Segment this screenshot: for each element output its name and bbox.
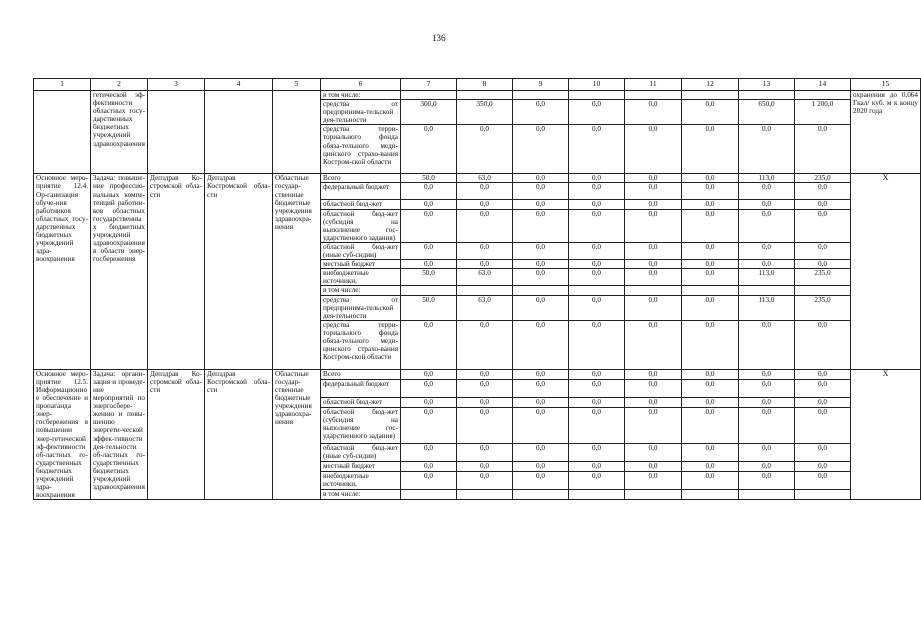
value-cell: 0,0 [739, 320, 795, 369]
value-cell: 0,0 [739, 462, 795, 472]
funding-source-label: в том числе: [321, 490, 401, 500]
value-cell: 0,0 [457, 462, 513, 472]
value-cell: 0,0 [569, 369, 625, 379]
value-cell: 0,0 [682, 125, 739, 174]
funding-source-label: Всего [321, 174, 401, 183]
value-cell: 0,0 [569, 320, 625, 369]
value-cell: 0,0 [513, 200, 569, 209]
value-cell: 0,0 [457, 242, 513, 259]
value-cell: 0,0 [569, 269, 625, 286]
column-header: 7 [401, 79, 457, 91]
value-cell: 0,0 [569, 462, 625, 472]
value-cell: 0,0 [513, 269, 569, 286]
event-12-4-c4: Депздрав Костромской обла-сти [205, 174, 273, 369]
value-cell: 0,0 [625, 397, 682, 407]
value-cell: 235,0 [795, 269, 851, 286]
value-cell: 0,0 [682, 200, 739, 209]
page-number: 136 [432, 33, 446, 43]
funding-source-label: местный бюджет [321, 260, 401, 269]
value-cell: 0,0 [457, 397, 513, 407]
value-cell: 0,0 [569, 471, 625, 490]
table-row [34, 369, 921, 379]
value-cell: 0,0 [457, 471, 513, 490]
value-cell: 0,0 [401, 397, 457, 407]
value-cell: 0,0 [795, 200, 851, 209]
value-cell: 0,0 [739, 183, 795, 200]
funding-source-label: областной бюд-жет (субсидия на выполнение гос-ударственного задания) [321, 209, 401, 242]
value-cell: 0,0 [625, 379, 682, 397]
column-header: 12 [682, 79, 739, 91]
value-cell: 0,0 [569, 397, 625, 407]
value-cell: 0,0 [739, 379, 795, 397]
value-cell: 0,0 [513, 183, 569, 200]
value-cell [401, 286, 457, 295]
value-cell: 50,0 [401, 174, 457, 183]
value-cell: 0,0 [739, 242, 795, 259]
event-12-4-c2: Задача: повыше-ние профессио-нальных компе-тенций работни-ков областных государственных бюджетных учреждений здравоохранения в области энер-госбережения [91, 174, 148, 369]
funding-source-label: в том числе: [321, 91, 401, 100]
top-block-c2: гетической эф-фективности областных госу-дарственных бюджетных учреждений здравоохранения [91, 91, 148, 174]
value-cell: 0,0 [457, 200, 513, 209]
value-cell [513, 91, 569, 100]
value-cell: 0,0 [401, 200, 457, 209]
funding-source-label: средства от предпринима-тельской дея-тельности [321, 100, 401, 125]
value-cell: 0,0 [569, 295, 625, 320]
value-cell [569, 91, 625, 100]
value-cell: 50,0 [401, 295, 457, 320]
value-cell [625, 91, 682, 100]
value-cell: 0,0 [682, 379, 739, 397]
value-cell [401, 91, 457, 100]
value-cell: 0,0 [401, 125, 457, 174]
value-cell: 0,0 [625, 295, 682, 320]
value-cell: 0,0 [682, 242, 739, 259]
value-cell: 0,0 [401, 320, 457, 369]
value-cell: 0,0 [569, 379, 625, 397]
column-header: 15 [851, 79, 921, 91]
value-cell: 0,0 [625, 471, 682, 490]
value-cell: 0,0 [795, 397, 851, 407]
value-cell: 0,0 [401, 242, 457, 259]
value-cell: 0,0 [682, 295, 739, 320]
funding-source-label: средства терри-ториального фонда обяза-тельного меди-цинского страхо-вания Костром-ской области [321, 320, 401, 369]
column-header: 6 [321, 79, 401, 91]
event-12-4-c15: Х [851, 174, 921, 369]
value-cell [513, 490, 569, 500]
value-cell: 0,0 [401, 471, 457, 490]
value-cell: 0,0 [795, 260, 851, 269]
value-cell: 0,0 [739, 209, 795, 242]
value-cell: 0,0 [513, 125, 569, 174]
value-cell: 0,0 [682, 471, 739, 490]
column-header: 5 [273, 79, 321, 91]
funding-source-label: средства терри-ториального фонда обяза-тельного меди-цинского страхо-вания Костром-ской области [321, 125, 401, 174]
event-12-5-c5: Областные государ-ственные бюджетные учреждения здравоохра-нения [273, 369, 321, 500]
column-header: 1 [34, 79, 91, 91]
funding-source-label: областной бюд-жет [321, 397, 401, 407]
value-cell: 0,0 [795, 209, 851, 242]
funding-source-label: областной бюд-жет (иные суб-сидии) [321, 242, 401, 259]
value-cell: 0,0 [739, 443, 795, 462]
value-cell: 0,0 [569, 407, 625, 443]
value-cell: 0,0 [401, 260, 457, 269]
value-cell [625, 490, 682, 500]
value-cell: 0,0 [457, 209, 513, 242]
funding-source-label: областной бюд-жет [321, 200, 401, 209]
value-cell: 350,0 [457, 100, 513, 125]
funding-source-label: внебюджетные источники, [321, 471, 401, 490]
value-cell: 0,0 [569, 174, 625, 183]
value-cell: 0,0 [513, 320, 569, 369]
funding-source-label: местный бюджет [321, 462, 401, 472]
funding-source-label: в том числе: [321, 286, 401, 295]
value-cell: 0,0 [401, 443, 457, 462]
value-cell: 0,0 [457, 369, 513, 379]
funding-source-label: федеральный бюджет [321, 183, 401, 200]
value-cell [569, 490, 625, 500]
table-row [34, 91, 921, 100]
value-cell: 0,0 [625, 320, 682, 369]
value-cell [739, 91, 795, 100]
value-cell: 650,0 [739, 100, 795, 125]
value-cell: 0,0 [739, 369, 795, 379]
value-cell: 0,0 [795, 443, 851, 462]
value-cell: 0,0 [513, 379, 569, 397]
value-cell: 0,0 [401, 369, 457, 379]
column-header-row [34, 79, 921, 91]
value-cell [513, 286, 569, 295]
value-cell: 0,0 [682, 462, 739, 472]
value-cell: 0,0 [682, 174, 739, 183]
value-cell: 0,0 [625, 260, 682, 269]
value-cell: 0,0 [682, 260, 739, 269]
value-cell: 0,0 [739, 260, 795, 269]
funding-source-label: Всего [321, 369, 401, 379]
value-cell: 0,0 [739, 200, 795, 209]
value-cell: 113,0 [739, 295, 795, 320]
value-cell: 63,0 [457, 295, 513, 320]
value-cell: 0,0 [795, 379, 851, 397]
funding-source-label: средства от предпринима-тельской дея-тельности [321, 295, 401, 320]
value-cell: 0,0 [401, 209, 457, 242]
value-cell: 0,0 [682, 443, 739, 462]
value-cell [569, 286, 625, 295]
value-cell [795, 286, 851, 295]
value-cell: 0,0 [401, 462, 457, 472]
value-cell: 0,0 [625, 174, 682, 183]
value-cell: 235,0 [795, 295, 851, 320]
program-table [33, 78, 921, 500]
value-cell: 0,0 [569, 242, 625, 259]
value-cell: 63,0 [457, 174, 513, 183]
value-cell: 0,0 [795, 183, 851, 200]
funding-source-label: областной бюд-жет (иные суб-сидии) [321, 443, 401, 462]
column-header: 3 [148, 79, 205, 91]
value-cell: 0,0 [739, 471, 795, 490]
column-header: 8 [457, 79, 513, 91]
value-cell: 0,0 [625, 242, 682, 259]
value-cell: 113,0 [739, 269, 795, 286]
value-cell: 0,0 [682, 269, 739, 286]
value-cell: 0,0 [569, 209, 625, 242]
event-12-4-c1: Основное меро-приятие 12.4. Ор-ганизация обуче-ния работников областных госу-дарственных бюджетных учреждений здра-воохранения [34, 174, 91, 369]
event-12-5-c1: Основное меро-приятие 12.5. Информационное обеспечение и пропаганда энер-госбережения в повышении энер-гетической эф-фективности об-ластных го-сударственных бюджетных учреждений здра-воохранения [34, 369, 91, 500]
value-cell [457, 286, 513, 295]
column-header: 9 [513, 79, 569, 91]
value-cell: 0,0 [795, 407, 851, 443]
value-cell [401, 490, 457, 500]
funding-source-label: областной бюд-жет (субсидия на выполнение гос-ударственного задания) [321, 407, 401, 443]
value-cell: 0,0 [795, 242, 851, 259]
table-row [34, 174, 921, 183]
value-cell: 0,0 [682, 320, 739, 369]
value-cell [739, 490, 795, 500]
event-12-5-c3: Депздрав Ко-стромской обла-сти [148, 369, 205, 500]
value-cell: 0,0 [625, 269, 682, 286]
value-cell: 0,0 [739, 407, 795, 443]
value-cell [457, 490, 513, 500]
value-cell: 0,0 [682, 100, 739, 125]
event-12-4-c3: Депздрав Ко-стромской обла-сти [148, 174, 205, 369]
value-cell: 0,0 [569, 200, 625, 209]
funding-source-label: внебюджетные источники, [321, 269, 401, 286]
value-cell: 0,0 [625, 407, 682, 443]
value-cell: 0,0 [457, 407, 513, 443]
value-cell: 0,0 [457, 260, 513, 269]
value-cell [457, 91, 513, 100]
value-cell: 0,0 [682, 183, 739, 200]
funding-source-label: федеральный бюджет [321, 379, 401, 397]
column-header: 11 [625, 79, 682, 91]
value-cell: 0,0 [625, 209, 682, 242]
value-cell: 0,0 [795, 125, 851, 174]
value-cell: 0,0 [457, 125, 513, 174]
value-cell: 0,0 [682, 407, 739, 443]
table-body [34, 79, 921, 500]
value-cell: 1 200,0 [795, 100, 851, 125]
column-header: 2 [91, 79, 148, 91]
column-header: 14 [795, 79, 851, 91]
column-header: 10 [569, 79, 625, 91]
value-cell: 235,0 [795, 174, 851, 183]
value-cell: 0,0 [513, 471, 569, 490]
value-cell: 0,0 [795, 462, 851, 472]
value-cell: 0,0 [513, 397, 569, 407]
column-header: 13 [739, 79, 795, 91]
value-cell: 0,0 [513, 100, 569, 125]
value-cell: 0,0 [739, 397, 795, 407]
top-block-c4 [205, 91, 273, 174]
value-cell: 0,0 [457, 379, 513, 397]
value-cell [795, 91, 851, 100]
value-cell [682, 286, 739, 295]
value-cell: 0,0 [625, 443, 682, 462]
value-cell: 0,0 [625, 100, 682, 125]
value-cell: 0,0 [513, 369, 569, 379]
value-cell [795, 490, 851, 500]
value-cell: 0,0 [569, 260, 625, 269]
value-cell: 0,0 [795, 369, 851, 379]
value-cell: 0,0 [569, 183, 625, 200]
value-cell: 0,0 [401, 183, 457, 200]
event-12-5-c4: Депздрав Костромской обла-сти [205, 369, 273, 500]
event-12-4-c5: Областные государ-ственные бюджетные учреждения здравоохра-нения [273, 174, 321, 369]
value-cell: 0,0 [625, 369, 682, 379]
value-cell: 0,0 [513, 242, 569, 259]
value-cell: 300,0 [401, 100, 457, 125]
value-cell: 0,0 [457, 320, 513, 369]
value-cell: 113,0 [739, 174, 795, 183]
value-cell: 0,0 [569, 125, 625, 174]
value-cell [625, 286, 682, 295]
value-cell: 0,0 [401, 407, 457, 443]
value-cell: 0,0 [739, 125, 795, 174]
value-cell [682, 91, 739, 100]
value-cell: 0,0 [513, 209, 569, 242]
top-block-c3 [148, 91, 205, 174]
value-cell: 0,0 [513, 462, 569, 472]
value-cell: 0,0 [569, 443, 625, 462]
value-cell: 0,0 [795, 471, 851, 490]
value-cell: 0,0 [625, 200, 682, 209]
event-12-5-c2: Задача: органи-зация и проведе-ние мероприятий по энергосбере-жению и повы-шению энергети-ческой эффек-тивности дея-тельности об-ластных го-сударственных бюджетных учреждений здравоохранения [91, 369, 148, 500]
value-cell: 0,0 [625, 462, 682, 472]
value-cell: 0,0 [513, 174, 569, 183]
value-cell [682, 490, 739, 500]
value-cell: 0,0 [457, 443, 513, 462]
value-cell: 0,0 [682, 369, 739, 379]
value-cell: 63,0 [457, 269, 513, 286]
value-cell: 0,0 [513, 443, 569, 462]
top-block-c5 [273, 91, 321, 174]
top-block-c15: охранения до 0,064 Гкал/ куб. м к концу 2020 года [851, 91, 921, 174]
value-cell: 0,0 [513, 295, 569, 320]
value-cell: 0,0 [795, 320, 851, 369]
value-cell [739, 286, 795, 295]
value-cell: 0,0 [513, 260, 569, 269]
value-cell: 50,0 [401, 269, 457, 286]
event-12-5-c15: Х [851, 369, 921, 500]
value-cell: 0,0 [682, 397, 739, 407]
value-cell: 0,0 [401, 379, 457, 397]
value-cell: 0,0 [625, 183, 682, 200]
column-header: 4 [205, 79, 273, 91]
top-block-c1 [34, 91, 91, 174]
value-cell: 0,0 [513, 407, 569, 443]
value-cell: 0,0 [569, 100, 625, 125]
value-cell: 0,0 [457, 183, 513, 200]
value-cell: 0,0 [625, 125, 682, 174]
value-cell: 0,0 [682, 209, 739, 242]
